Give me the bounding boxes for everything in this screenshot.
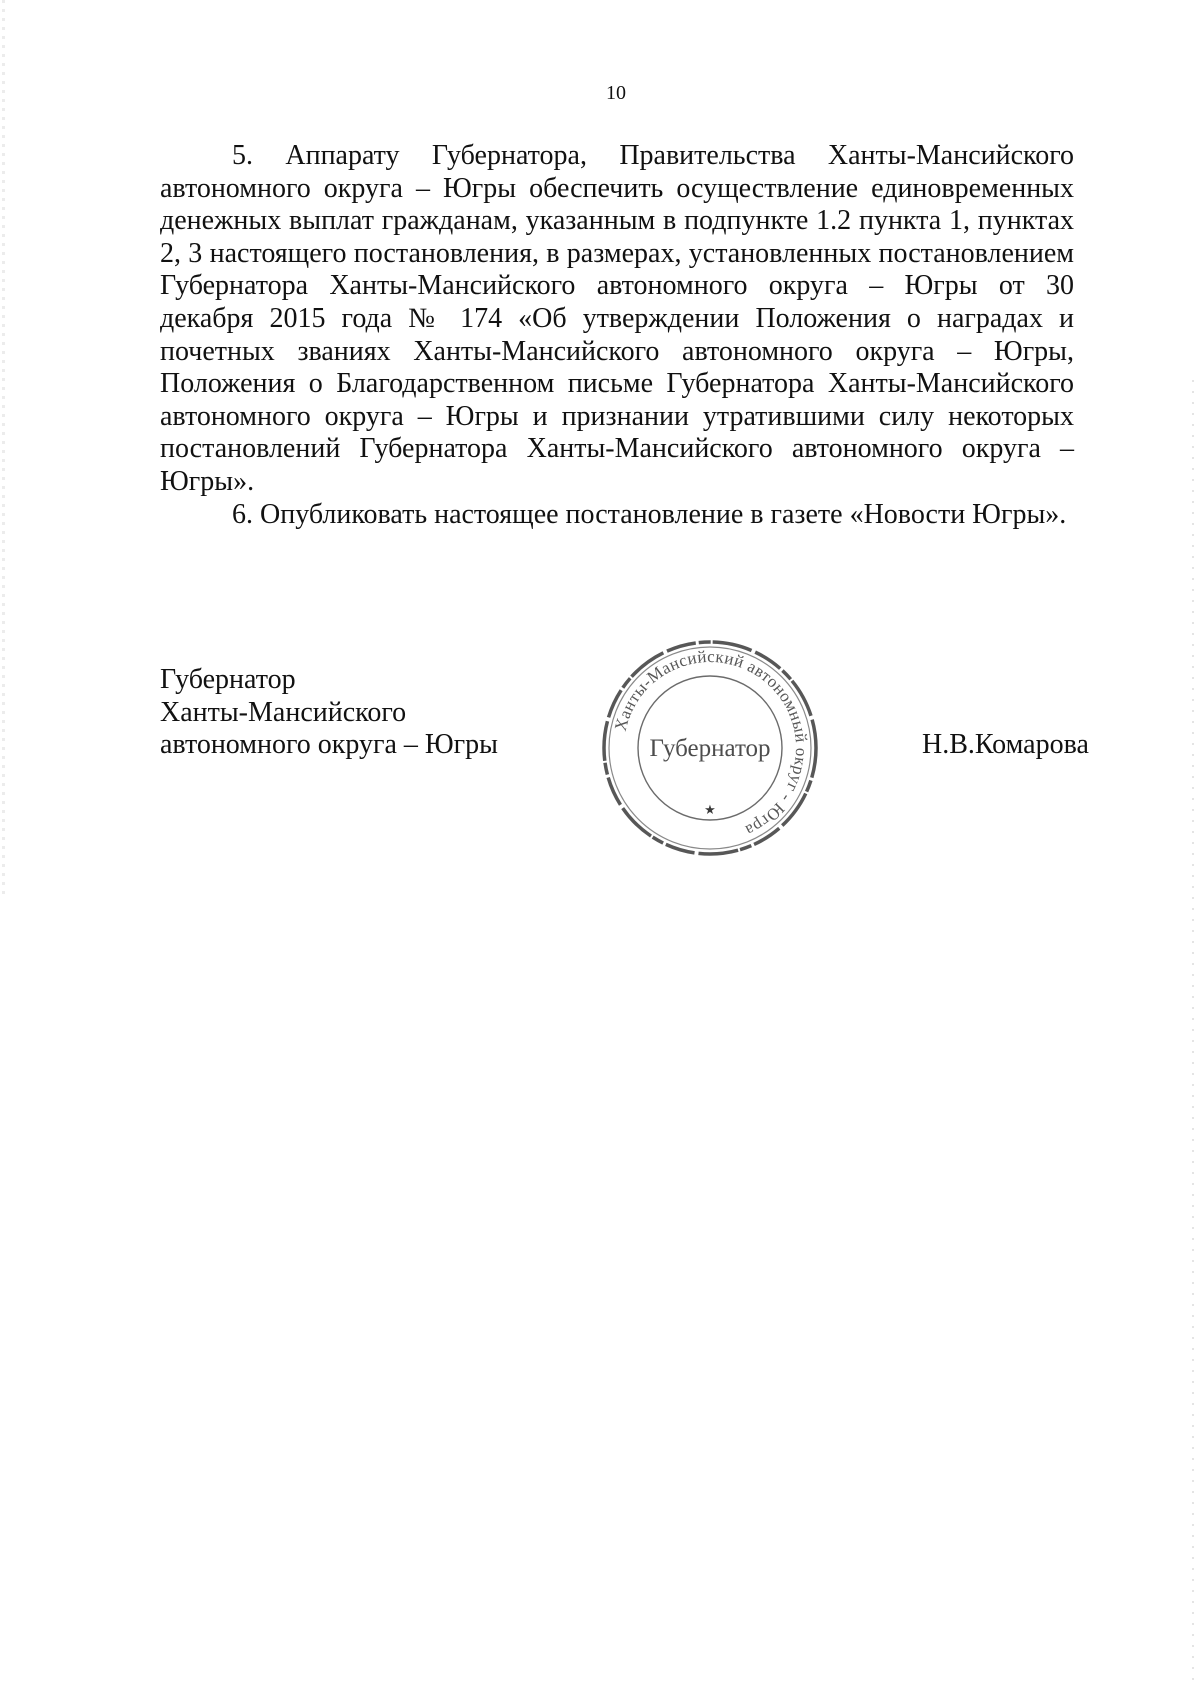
signatory-title-line: Губернатор	[160, 664, 296, 695]
paragraph-5: 5. Аппарату Губернатора, Правительства Ханты-Мансийского автономного округа – Югры обеспечить осуществление единовременных денежных выплат гражданам, указанным в подпункте 1.2 пункта 1, пунктах 2, 3 настоящего постановления, в размерах, установленных постановлением Губернатора Ханты-Мансийского автономного округа – Югры от 30 декабря 2015 года № 174 «Об утверждении Положения о наградах и почетных званиях Ханты-Мансийского автономного округа – Югры, Положения о Благодарственном письме Губернатора Ханты-Мансийского автономного округа – Югры и признании утратившими силу некоторых постановлений Губернатора Ханты-Мансийского автономного округа – Югры».	[160, 140, 1074, 497]
scan-edge-right	[1192, 380, 1194, 1680]
signatory-title-line: Ханты-Мансийского	[160, 696, 407, 728]
signatory-name: Н.В.Комарова	[922, 729, 1089, 760]
seal-star: ★	[704, 803, 716, 818]
signatory-title	[160, 664, 498, 762]
scan-edge-left	[2, 0, 5, 900]
seal-center-text: Губернатор	[649, 735, 771, 762]
paragraph-6: 6. Опубликовать настоящее постановление в газете «Новости Югры».	[232, 498, 1067, 530]
official-seal	[590, 628, 830, 868]
signatory-title-line: автономного округа – Югры	[160, 729, 498, 761]
seal-ring-text-path: Ханты-Мансийский автономный округ - Югра	[610, 646, 812, 841]
document-body	[160, 140, 1074, 531]
page-number: 10	[606, 82, 626, 104]
